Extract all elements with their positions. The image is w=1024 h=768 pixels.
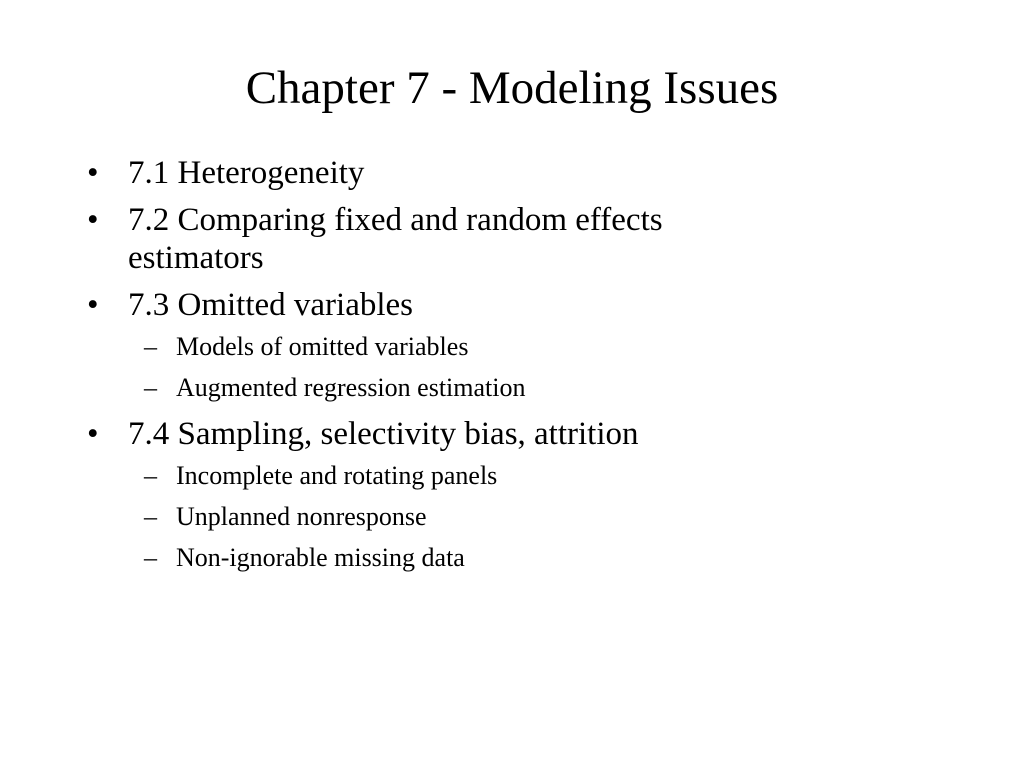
bullet-text: 7.3 Omitted variables — [128, 287, 414, 323]
sub-item-text: Unplanned nonresponse — [176, 502, 427, 531]
slide-title: Chapter 7 - Modeling Issues — [245, 62, 779, 114]
sub-item-text: Augmented regression estimation — [176, 373, 526, 402]
sub-bullet-marker: – — [144, 332, 157, 361]
sub-item-unplanned-nonresponse — [84, 501, 784, 532]
bullet-text-line-2: estimators — [128, 240, 264, 276]
bullet-text: 7.1 Heterogeneity — [128, 155, 365, 191]
bullet-text-line-1: 7.2 Comparing fixed and random effects — [128, 202, 663, 238]
sub-item-text: Models of omitted variables — [176, 332, 469, 361]
sub-item-incomplete-rotating-panels — [84, 460, 784, 491]
bullet-item-7-3 — [84, 286, 784, 324]
bullet-marker: • — [87, 155, 99, 191]
sub-item-non-ignorable-missing-data — [84, 542, 784, 573]
bullet-list — [84, 154, 784, 583]
bullet-marker: • — [87, 416, 99, 452]
sub-item-text: Incomplete and rotating panels — [176, 461, 498, 490]
sub-item-models-of-omitted-variables — [84, 331, 784, 362]
sub-item-augmented-regression — [84, 372, 784, 403]
bullet-marker: • — [87, 202, 99, 238]
bullet-item-7-1 — [84, 154, 784, 192]
sub-bullet-marker: – — [144, 502, 157, 531]
sub-bullet-marker: – — [144, 373, 157, 402]
bullet-item-7-2 — [84, 201, 784, 277]
sub-item-text: Non-ignorable missing data — [176, 543, 465, 572]
bullet-marker: • — [87, 287, 99, 323]
bullet-text: 7.4 Sampling, selectivity bias, attrition — [128, 416, 639, 452]
sub-bullet-marker: – — [144, 543, 157, 572]
sub-bullet-marker: – — [144, 461, 157, 490]
bullet-item-7-4 — [84, 415, 784, 453]
